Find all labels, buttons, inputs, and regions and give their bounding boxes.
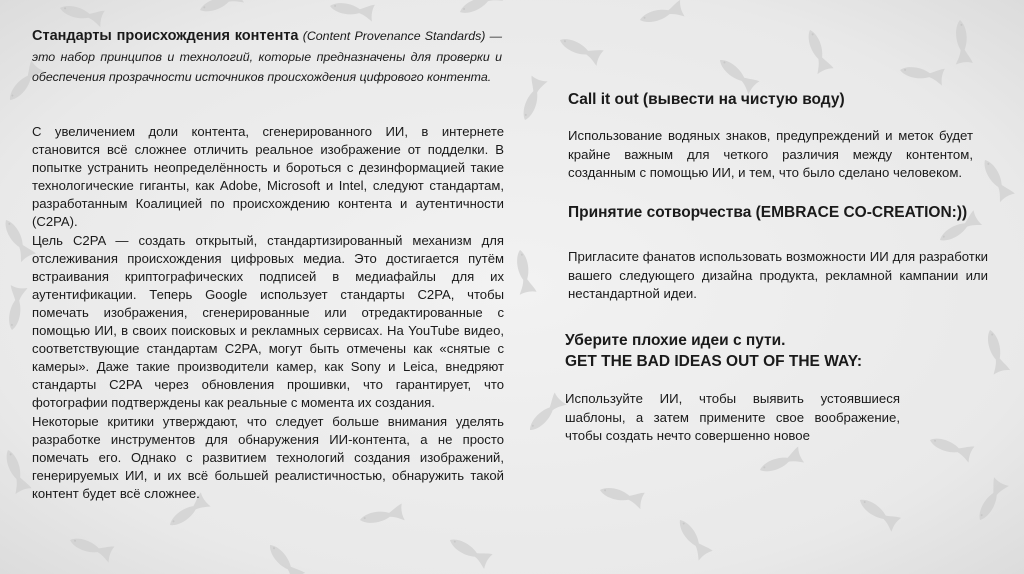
section-text-bad-ideas: Используйте ИИ, чтобы выявить устоявшиеся шаблоны, а затем примените свое воображение, чтобы создать нечто совершенно новое [565, 391, 900, 444]
article-paragraph-2: Цель C2PA — создать открытый, стандартизированный механизм для отслеживания происхождения цифровых медиа. Это достигается путём встраивания криптографических подписей в медиафайлы для их аутентификации. Теперь Google использует стандарты C2PA, чтобы помечать изображения, сгенерированные или отредактированные с помощью ИИ, в своих поисковых и рекламных сервисах. На YouTube видео, соответствующие стандартам C2PA, могут быть отмечены как «снятые с камеры». Даже такие производители камер, как Sony и Leica, внедряют стандарты C2PA через обновления прошивки, что гарантирует, что фотографии подтверждены как реальные с момента их создания. [32, 232, 504, 411]
intro-subtitle: (Content Provenance Standards) — это набор принципов и технологий, которые предназначены для проверки и обеспечения прозрачности источников происхождения цифрового контента. [32, 29, 503, 84]
article-paragraph-3: Некоторые критики утверждают, что следует больше внимания уделять разработке инструментов для обнаружения ИИ-контента, а не просто помечать его. Однако с развитием технологий создания изображений, генерируемых ИИ, и их всё большей реалистичностью, обнаружить такой контент будет всё сложнее. [32, 413, 504, 501]
intro-title: Стандарты происхождения контента [32, 28, 299, 44]
section-heading-co-creation: Принятие сотворчества (EMBRACE CO-CREATION:)) [568, 204, 968, 221]
section-text-call-it-out: Использование водяных знаков, предупреждений и меток будет крайне важным для четкого различия между контентом, созданным с помощью ИИ, и тем, что было сделано человеком. [568, 128, 973, 181]
section-text-co-creation: Пригласите фанатов использовать возможности ИИ для разработки вашего следующего дизайна продукта, рекламной кампании или нестандартной идеи. [568, 249, 988, 302]
section-heading-bad-ideas-line2: GET THE BAD IDEAS OUT OF THE WAY: [565, 353, 863, 370]
main-article [32, 123, 504, 503]
section-heading-bad-ideas-line1: Уберите плохие идеи с пути. [565, 332, 786, 349]
section-heading-bad-ideas [565, 330, 995, 372]
section-heading-call-it-out: Call it out (вывести на чистую воду) [568, 91, 845, 108]
article-paragraph-1: С увеличением доли контента, сгенерированного ИИ, в интернете становится всё сложнее отличить реальное изображение от подделки. В попытке устранить неопределённость и бороться с дезинформацией такие технологические гиганты, как Adobe, Microsoft и Intel, следуют стандартам, разработанным Коалицией по происхождению контента и аутентичности (C2PA). [32, 124, 504, 230]
intro-block [32, 26, 502, 88]
